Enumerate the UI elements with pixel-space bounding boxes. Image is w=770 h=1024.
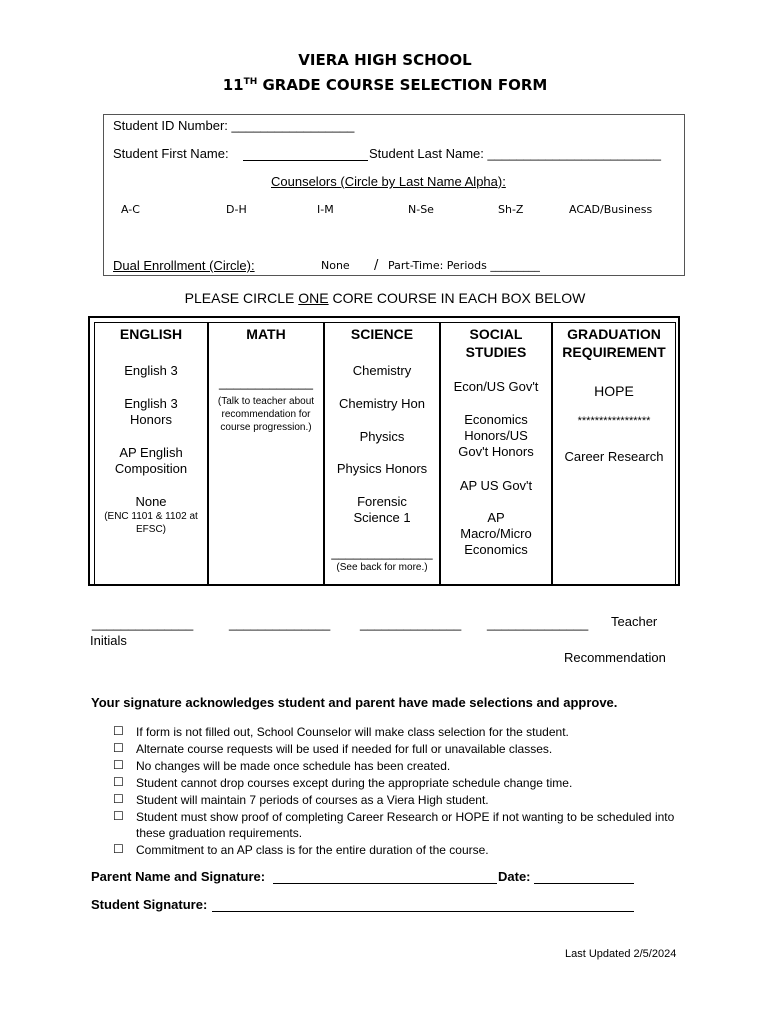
acknowledgement-heading: Your signature acknowledges student and parent have made selections and approve. bbox=[91, 695, 618, 710]
checkbox-icon: ☐ bbox=[113, 809, 124, 823]
dual-none-option[interactable]: None bbox=[321, 259, 350, 272]
counselors-label: Counselors (Circle by Last Name Alpha): bbox=[271, 174, 506, 189]
graduation-header: GRADUATION REQUIREMENT bbox=[562, 326, 666, 360]
policy-item: Student cannot drop courses except during the appropriate schedule change time. bbox=[136, 776, 573, 790]
parent-signature-label: Parent Name and Signature: bbox=[91, 869, 266, 884]
course-option[interactable]: English 3 Honors bbox=[124, 396, 178, 427]
policy-item: Alternate course requests will be used if needed for full or unavailable classes. bbox=[136, 742, 553, 756]
english-header: ENGLISH bbox=[119, 326, 183, 342]
course-grid bbox=[88, 316, 680, 586]
english-column bbox=[94, 322, 208, 584]
course-option[interactable]: English 3 bbox=[124, 363, 178, 378]
checkbox-icon: ☐ bbox=[113, 842, 124, 856]
course-option[interactable]: None bbox=[135, 494, 167, 509]
dual-part-time-option[interactable]: Part-Time: Periods _________ bbox=[388, 259, 540, 272]
teacher-initial-blank[interactable]: ______________ bbox=[229, 616, 331, 631]
student-signature-label: Student Signature: bbox=[91, 897, 208, 912]
checkbox-icon: ☐ bbox=[113, 741, 124, 755]
checkbox-icon: ☐ bbox=[113, 775, 124, 789]
recommendation-label: Recommendation bbox=[564, 650, 666, 665]
counselor-group[interactable]: A-C bbox=[121, 203, 140, 216]
course-option[interactable]: AP English Composition bbox=[114, 445, 188, 476]
policy-item: Commitment to an AP class is for the entire duration of the course. bbox=[136, 843, 489, 857]
math-note: (Talk to teacher about recommendation for course progression.) bbox=[217, 396, 315, 433]
date-label: Date: bbox=[498, 869, 531, 884]
course-option[interactable]: Chemistry bbox=[352, 363, 412, 378]
parent-signature-line[interactable] bbox=[273, 883, 497, 884]
counselor-group[interactable]: ACAD/Business bbox=[569, 203, 653, 216]
math-column bbox=[208, 322, 324, 584]
first-name-line[interactable] bbox=[243, 160, 368, 161]
teacher-label: Teacher bbox=[611, 614, 658, 629]
initials-label: Initials bbox=[90, 633, 127, 648]
form-title: 11TH GRADE COURSE SELECTION FORM bbox=[222, 76, 548, 94]
dual-enrollment-label: Dual Enrollment (Circle): bbox=[113, 258, 255, 273]
instruction-text: PLEASE CIRCLE ONE CORE COURSE IN EACH BOX BELOW bbox=[184, 290, 586, 306]
date-line[interactable] bbox=[534, 883, 634, 884]
science-blank[interactable]: ______________ bbox=[331, 545, 433, 560]
checkbox-icon: ☐ bbox=[113, 724, 124, 738]
school-name: VIERA HIGH SCHOOL bbox=[298, 51, 472, 69]
graduation-column bbox=[552, 322, 676, 584]
policy-item: No changes will be made once schedule has been created. bbox=[136, 759, 451, 773]
policy-item: If form is not filled out, School Counselor will make class selection for the student. bbox=[136, 725, 569, 739]
student-last-name-field[interactable]: Student Last Name: ________________________ bbox=[369, 146, 662, 161]
separator-stars: ***************** bbox=[577, 415, 651, 427]
checkbox-icon: ☐ bbox=[113, 758, 124, 772]
course-option[interactable]: Econ/US Gov't bbox=[453, 379, 539, 394]
social-studies-column bbox=[440, 322, 552, 584]
policy-item: Student must show proof of completing Career Research or HOPE if not wanting to be scheduled into these graduation requirements. bbox=[136, 810, 675, 840]
social-studies-header: SOCIAL STUDIES bbox=[465, 326, 527, 360]
course-option[interactable]: Economics Honors/US Gov't Honors bbox=[458, 412, 534, 459]
student-info-box bbox=[103, 114, 685, 276]
student-first-name-label: Student First Name: bbox=[113, 146, 229, 161]
math-blank[interactable]: _____________ bbox=[219, 375, 313, 390]
course-option[interactable]: HOPE bbox=[594, 383, 634, 399]
course-option[interactable]: Chemistry Hon bbox=[339, 396, 425, 411]
student-signature-line[interactable] bbox=[212, 911, 634, 912]
english-note: (ENC 1101 & 1102 at EFSC) bbox=[104, 511, 198, 535]
counselor-group[interactable]: I-M bbox=[317, 203, 334, 216]
course-option[interactable]: Physics bbox=[359, 429, 405, 444]
dual-separator: / bbox=[374, 258, 379, 273]
course-option[interactable]: AP Macro/Micro Economics bbox=[460, 510, 532, 557]
course-option[interactable]: Physics Honors bbox=[336, 461, 428, 476]
course-option[interactable]: Career Research bbox=[564, 449, 664, 464]
course-option[interactable]: Forensic Science 1 bbox=[353, 494, 411, 525]
math-header: MATH bbox=[246, 326, 286, 342]
policy-item: Student will maintain 7 periods of courses as a Viera High student. bbox=[136, 793, 489, 807]
teacher-initial-blank[interactable]: ______________ bbox=[92, 616, 194, 631]
counselor-group[interactable]: D-H bbox=[226, 203, 247, 216]
teacher-initial-blank[interactable]: ______________ bbox=[360, 616, 462, 631]
student-id-field[interactable]: Student ID Number: _________________ bbox=[113, 118, 355, 133]
counselor-group[interactable]: Sh-Z bbox=[498, 203, 524, 216]
science-column bbox=[324, 322, 440, 584]
science-note: (See back for more.) bbox=[336, 562, 428, 573]
science-header: SCIENCE bbox=[350, 326, 414, 342]
teacher-initial-blank[interactable]: ______________ bbox=[487, 616, 589, 631]
counselor-group[interactable]: N-Se bbox=[408, 203, 434, 216]
course-option[interactable]: AP US Gov't bbox=[459, 478, 533, 493]
last-updated: Last Updated 2/5/2024 bbox=[565, 948, 677, 960]
checkbox-icon: ☐ bbox=[113, 792, 124, 806]
